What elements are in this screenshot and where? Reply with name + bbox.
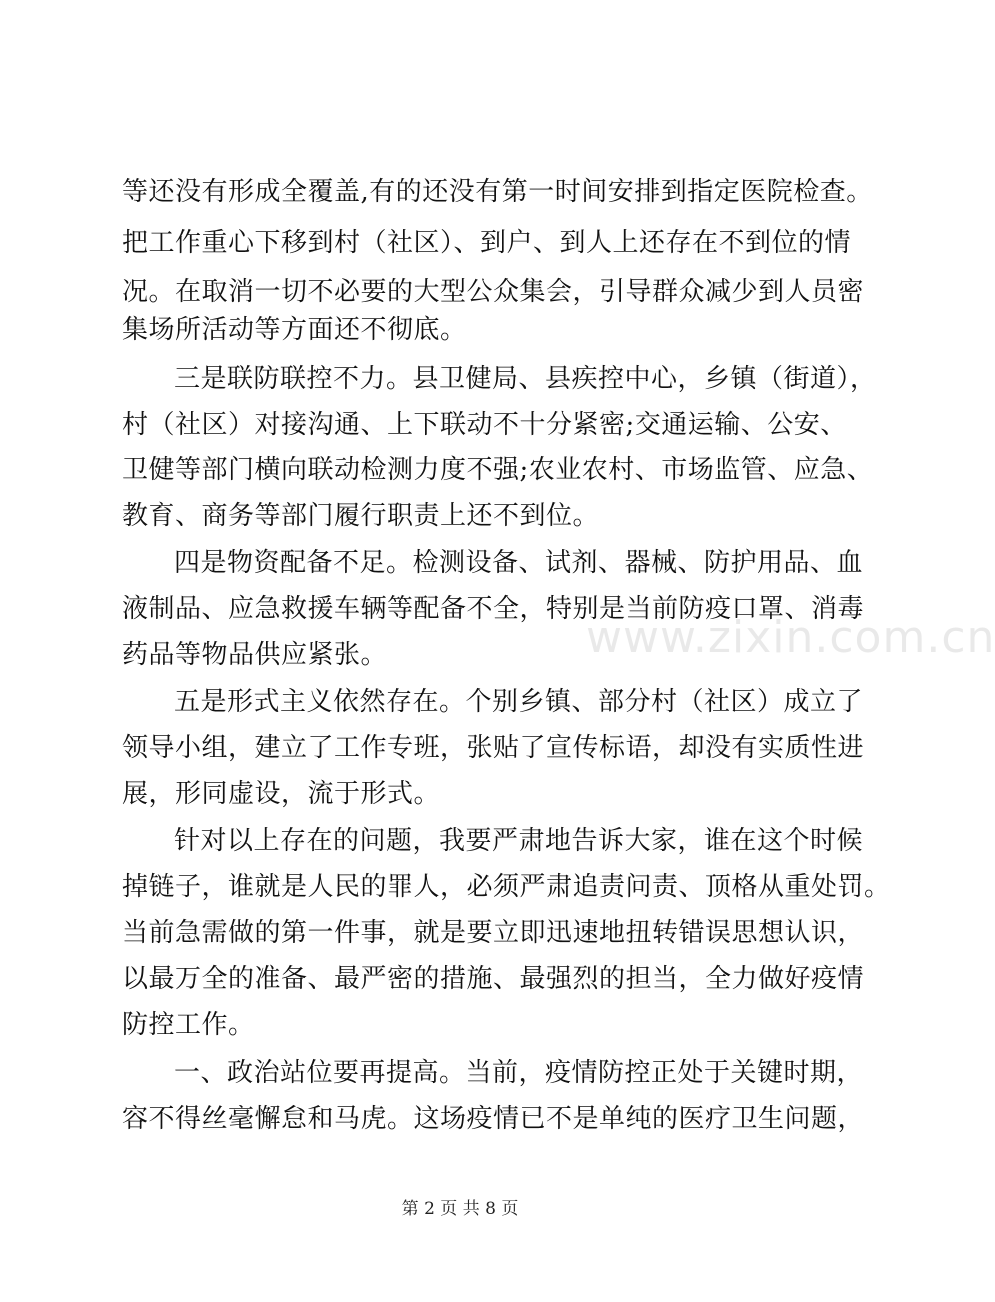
text-line: 液制品、应急救援车辆等配备不全，特别是当前防疫口罩、消毒 [122, 594, 865, 624]
text-line: 容不得丝毫懈怠和马虎。这场疫情已不是单纯的医疗卫生问题， [122, 1104, 865, 1134]
text-line: 掉链子，谁就是人民的罪人，必须严肃追责问责、顶格从重处罚。 [122, 872, 891, 902]
text-line: 五是形式主义依然存在。个别乡镇、部分村（社区）成立了 [174, 687, 864, 717]
text-line: 况。在取消一切不必要的大型公众集会，引导群众减少到人员密 [122, 277, 865, 307]
page-footer: 第 2 页 共 8 页 [401, 1199, 519, 1219]
text-line: 防控工作。 [122, 1010, 255, 1040]
text-line: 等还没有形成全覆盖,有的还没有第一时间安排到指定医院检查。 [122, 177, 873, 207]
text-line: 村（社区）对接沟通、上下联动不十分紧密;交通运输、公安、 [122, 410, 847, 440]
text-line: 卫健等部门横向联动检测力度不强;农业农村、市场监管、应急、 [122, 455, 874, 485]
text-line: 领导小组，建立了工作专班，张贴了宣传标语，却没有实质性进 [122, 733, 865, 763]
text-line: 集场所活动等方面还不彻底。 [122, 315, 467, 345]
text-line: 教育、商务等部门履行职责上还不到位。 [122, 501, 600, 531]
text-line: 一、政治站位要再提高。当前，疫情防控正处于关键时期， [174, 1058, 864, 1088]
text-line: 当前急需做的第一件事，就是要立即迅速地扭转错误思想认识， [122, 918, 865, 948]
text-line: 以最万全的准备、最严密的措施、最强烈的担当，全力做好疫情 [122, 964, 865, 994]
text-line: 展，形同虚设，流于形式。 [122, 779, 441, 809]
text-line: 药品等物品供应紧张。 [122, 640, 388, 670]
text-line: 四是物资配备不足。检测设备、试剂、器械、防护用品、血 [174, 548, 864, 578]
text-line: 三是联防联控不力。县卫健局、县疾控中心，乡镇（街道）， [174, 364, 877, 394]
watermark: www.zixin.com.cn [586, 612, 995, 663]
text-line: 针对以上存在的问题，我要严肃地告诉大家，谁在这个时候 [174, 826, 864, 856]
text-line: 把工作重心下移到村（社区）、到户、到人上还存在不到位的情 [122, 228, 852, 258]
